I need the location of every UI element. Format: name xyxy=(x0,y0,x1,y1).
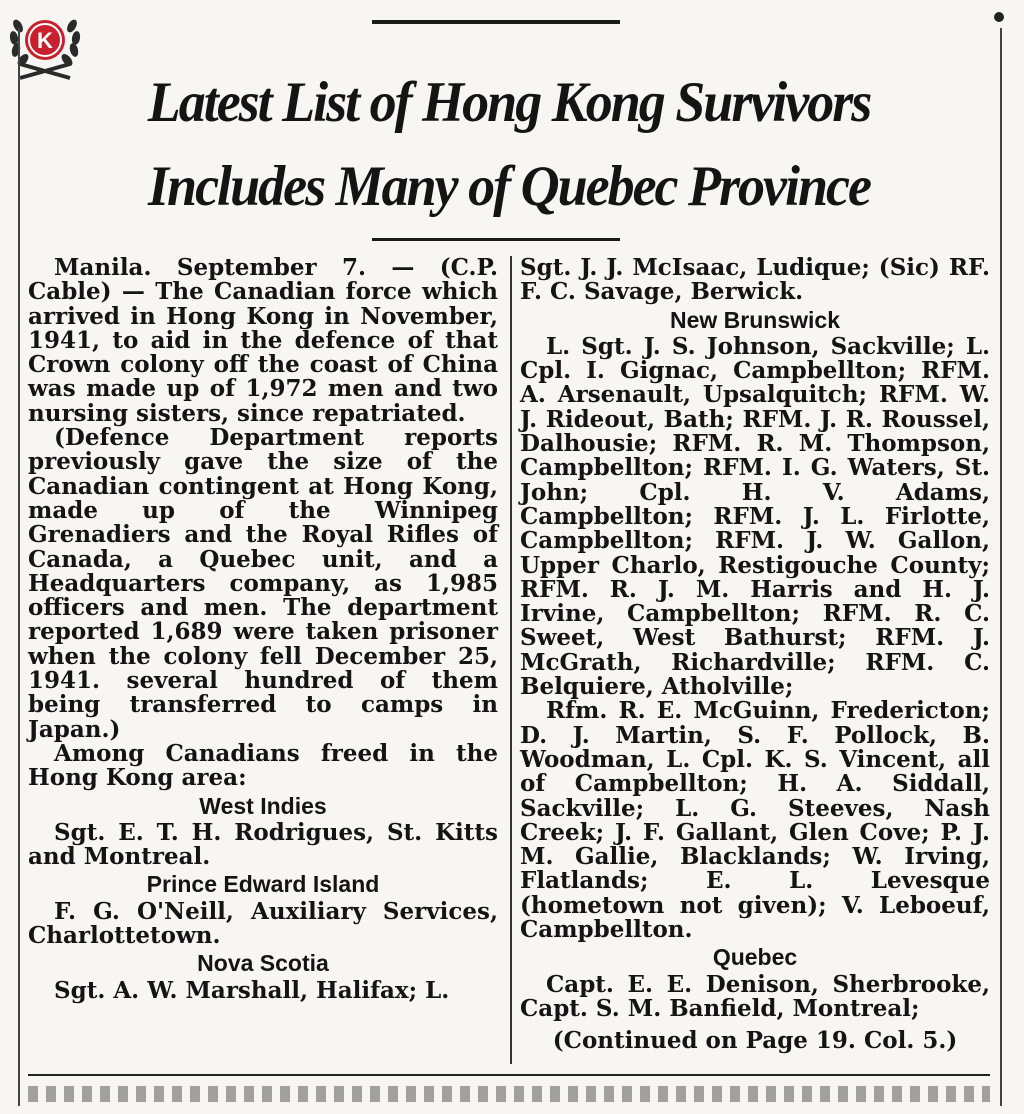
logo-initial: K xyxy=(37,28,53,53)
continued-notice: (Continued on Page 19. Col. 5.) xyxy=(552,1027,958,1055)
column-divider xyxy=(510,256,512,1064)
heading-prince-edward-island: Prince Edward Island xyxy=(146,871,380,898)
headline-line-2: Includes Many of Quebec Province xyxy=(148,154,870,218)
defence-report-paragraph: (Defence Department reports previously gave the size of the Canadian contingent at Hong Kong, made up of the Winnipeg Grenadiers and the Royal Rifles of Canada, a Quebec unit, and a Headquarters company, as 1,985 officers and men. The department reported 1,689 were taken prisoner when the colony fell December 25, 1941. several hundred of them being transferred to camps in Japan.) xyxy=(28,424,498,743)
bottom-rule xyxy=(28,1074,990,1076)
heading-west-indies: West Indies xyxy=(199,792,327,819)
frame-left-rule xyxy=(18,28,20,1106)
next-article-strip xyxy=(28,1086,990,1102)
right-column xyxy=(520,256,990,1054)
heading-quebec: Quebec xyxy=(712,944,798,971)
list-prince-edward-island: F. G. O'Neill, Auxiliary Services, Charlottetown. xyxy=(28,897,498,950)
corner-dot xyxy=(994,12,1004,22)
list-new-brunswick-1: L. Sgt. J. S. Johnson, Sackville; L. Cpl. I. Gignac, Campbellton; RFM. A. Arsenault, Upsalquitch; RFM. W. J. Rideout, Bath; RFM. J. R. Roussel, Dalhousie; RFM. R. M. Thompson, Campbellton; RFM. I. G. Waters, St. John; Cpl. H. V. Adams, Campbellton; RFM. J. L. Firlotte, Campbellton; RFM. J. W. Gallon, Upper Charlo, Restigouche County; RFM. R. J. M. Harris and H. J. Irvine, Campbellton; RFM. R. C. Sweet, West Bathurst; RFM. J. McGrath, Richardville; RFM. C. Belquiere, Atholville; xyxy=(520,332,990,701)
heading-new-brunswick: New Brunswick xyxy=(670,306,840,333)
headline xyxy=(26,60,992,228)
intro-paragraph: Among Canadians freed in the Hong Kong area: xyxy=(28,739,498,792)
list-nova-scotia-continued: Sgt. J. J. McIsaac, Ludique; (Sic) RF. F. C. Savage, Berwick. xyxy=(520,254,990,306)
top-rule xyxy=(372,20,620,24)
list-new-brunswick-2: Rfm. R. E. McGuinn, Fredericton; D. J. Martin, S. F. Pollock, B. Woodman, L. Cpl. K. S. Vincent, all of Campbellton; H. A. Siddall, Sackville; L. G. Steeves, Nash Creek; J. F. Gallant, Glen Cove; P. J. M. Gallie, Blacklands; W. Irving, Flatlands; E. L. Levesque (hometown not given); V. Leboeuf, Campbellton. xyxy=(520,697,990,944)
headline-rule xyxy=(372,238,620,241)
headline-line-1: Latest List of Hong Kong Survivors xyxy=(147,70,871,134)
dateline-paragraph: Manila. September 7. — (C.P. Cable) — The Canadian force which arrived in Hong Kong in November, 1941, to aid in the defence of that Crown colony off the coast of China was made up of 1,972 men and two nursing sisters, since repatriated. xyxy=(28,254,498,427)
heading-nova-scotia: Nova Scotia xyxy=(197,950,329,977)
left-column xyxy=(28,256,498,1003)
list-nova-scotia: Sgt. A. W. Marshall, Halifax; L. xyxy=(54,976,450,1004)
list-west-indies: Sgt. E. T. H. Rodrigues, St. Kitts and Montreal. xyxy=(28,818,498,871)
frame-right-rule xyxy=(1000,28,1002,1106)
list-quebec: Capt. E. E. Denison, Sherbrooke, Capt. S. M. Banfield, Montreal; xyxy=(520,970,990,1022)
